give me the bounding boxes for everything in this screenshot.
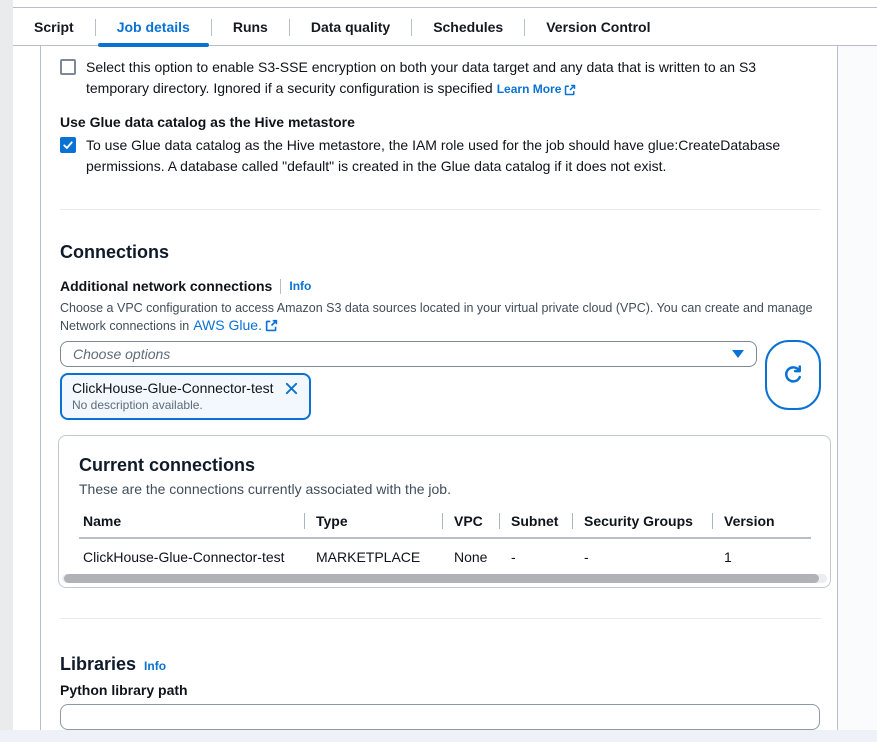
hive-metastore-option	[60, 135, 821, 177]
cell-vpc: None	[442, 538, 499, 576]
current-connections-card	[58, 435, 831, 588]
section-divider	[60, 618, 821, 619]
tab-job-details[interactable]: Job details	[96, 8, 211, 46]
current-connections-table	[79, 508, 811, 576]
close-icon	[284, 381, 299, 396]
column-header-subnet: Subnet	[499, 508, 572, 538]
hive-metastore-checkbox[interactable]	[60, 137, 76, 153]
table-header-row	[79, 508, 811, 538]
additional-network-connections-row	[60, 277, 821, 295]
tab-script[interactable]: Script	[34, 19, 74, 35]
connections-description: Choose a VPC configuration to access Amazon S3 data sources located in your virtual private cloud (VPC). You can create and manage Network connections in AWS Glue.	[60, 301, 813, 333]
column-header-vpc: VPC	[442, 508, 499, 538]
connection-token-description: No description available.	[72, 398, 203, 412]
column-header-version: Version	[712, 508, 811, 538]
connections-info-link[interactable]: Info	[289, 279, 312, 293]
learn-more-link[interactable]: Learn More	[497, 79, 577, 100]
connection-token-label: ClickHouse-Glue-Connector-test	[72, 380, 274, 396]
tab-schedules[interactable]: Schedules	[433, 19, 504, 35]
check-icon	[62, 139, 74, 151]
column-header-name: Name	[79, 508, 304, 538]
table-row	[79, 538, 811, 576]
refresh-connections-button[interactable]	[765, 340, 821, 410]
column-header-security-groups: Security Groups	[572, 508, 712, 538]
label-divider	[280, 279, 281, 294]
cell-type: MARKETPLACE	[304, 538, 442, 576]
cell-version: 1	[712, 538, 811, 576]
connection-token	[60, 373, 311, 420]
libraries-heading: Libraries	[60, 654, 137, 674]
additional-network-connections-label: Additional network connections	[60, 278, 273, 294]
tab-runs[interactable]: Runs	[232, 19, 268, 35]
cell-name: ClickHouse-Glue-Connector-test	[79, 538, 304, 576]
column-header-type: Type	[304, 508, 442, 538]
s3-sse-encryption-text: Select this option to enable S3-SSE encryption on both your data target and any data that is written to an S3 temporary directory. Ignored if a security configuration is specified Learn More	[86, 57, 756, 100]
horizontal-scrollbar	[62, 574, 827, 583]
refresh-icon	[782, 364, 804, 386]
tab-version-control[interactable]: Version Control	[546, 19, 651, 35]
cell-subnet: -	[499, 538, 572, 576]
libraries-heading-row	[60, 653, 821, 675]
job-tabs	[13, 7, 877, 46]
connections-multiselect[interactable]	[60, 341, 757, 367]
tab-data-quality[interactable]: Data quality	[310, 19, 391, 35]
horizontal-scrollbar-thumb[interactable]	[64, 574, 819, 583]
aws-glue-link[interactable]: AWS Glue.	[193, 317, 278, 334]
chevron-down-icon	[732, 350, 744, 358]
current-connections-heading: Current connections	[79, 455, 256, 475]
python-library-path-label: Python library path	[60, 682, 188, 698]
page-background-left	[0, 0, 13, 730]
job-details-panel	[40, 46, 838, 730]
libraries-info-link[interactable]: Info	[144, 659, 167, 673]
hive-metastore-label: Use Glue data catalog as the Hive metastore	[60, 114, 355, 130]
external-link-icon	[265, 319, 278, 332]
multiselect-placeholder: Choose options	[73, 346, 171, 362]
python-library-path-input[interactable]	[60, 704, 820, 730]
token-dismiss-button[interactable]	[284, 381, 299, 396]
connections-heading: Connections	[60, 242, 170, 262]
s3-sse-encryption-checkbox[interactable]	[60, 59, 76, 75]
s3-sse-encryption-option	[60, 57, 821, 100]
current-connections-description: These are the connections currently associated with the job.	[79, 481, 451, 497]
cell-security-groups: -	[572, 538, 712, 576]
page-background-bottom	[0, 730, 877, 742]
hive-metastore-text: To use Glue data catalog as the Hive metastore, the IAM role used for the job should have glue:CreateDatabase permissions. A database called "default" is created in the Glue data catalog if it does not exist.	[86, 137, 781, 174]
external-link-icon	[564, 84, 576, 96]
section-divider	[60, 209, 821, 210]
page-background-right	[838, 46, 877, 730]
